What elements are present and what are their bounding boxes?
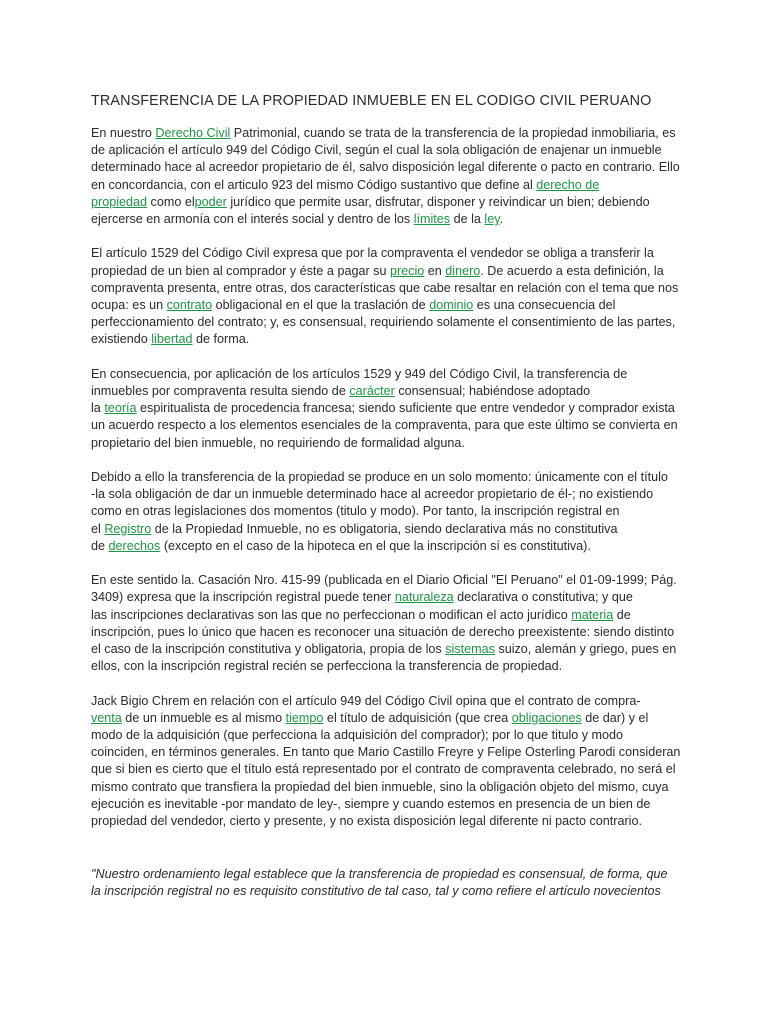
text-line (91, 383, 708, 400)
paragraph (91, 366, 708, 452)
text-run: el título de adquisición (que crea (323, 710, 512, 725)
quote-block (91, 866, 708, 900)
text-run: El artículo 1529 del Código Civil expresa que por la compraventa el vendedor se obliga a transferir la (91, 246, 654, 261)
inline-link[interactable]: materia (571, 607, 614, 622)
text-run: Patrimonial, cuando se trata de la transferencia de la propiedad inmobiliaria, es (230, 126, 676, 140)
text-run: existiendo (91, 332, 152, 347)
text-run: En este sentido la. Casación Nro. 415-99 (publicada en el Diario Oficial "El Peruano" el 01-09-1999; Pág. (91, 573, 677, 588)
text-line (91, 486, 708, 503)
text-run: . De acuerdo a esta definición, la (480, 263, 664, 278)
text-run: la (91, 401, 105, 416)
text-run: mismo contrato que transfiera la propiedad del bien inmueble, sino la obligación objeto del mismo, cuya (91, 779, 669, 794)
text-line (91, 727, 708, 744)
text-line (91, 417, 708, 434)
text-run: Jack Bigio Chrem en relación con el artículo 949 del Código Civil opina que el contrato de compra- (91, 693, 641, 708)
quote-line: "Nuestro ordenamiento legal establece que la transferencia de propiedad es consensual, de forma, que (91, 867, 668, 882)
text-line (91, 177, 708, 194)
inline-link[interactable]: precio (389, 263, 425, 278)
text-line (91, 607, 708, 624)
text-run: coinciden, en términos generales. En tanto que Mario Castillo Freyre y Felipe Osterling Parodi consideran (91, 745, 681, 760)
text-line (91, 710, 708, 727)
text-line (91, 366, 708, 383)
text-line (91, 314, 708, 331)
inline-link[interactable]: ley (484, 212, 500, 227)
inline-link[interactable]: Derecho Civil (155, 126, 231, 140)
text-run: declarativa o constitutiva; y que (453, 590, 633, 605)
inline-link[interactable]: venta (91, 710, 122, 725)
text-line (91, 693, 708, 710)
text-run: de aplicación el artículo 949 del Código Civil, según el cual la sola obligación de enajenar un inmueble (91, 143, 662, 158)
text-run: propietario del bien inmueble, no requiriendo de formalidad alguna. (91, 435, 465, 450)
text-run: En consecuencia, por aplicación de los artículos 1529 y 949 del Código Civil, la transferencia de (91, 366, 628, 381)
inline-link[interactable]: dominio (429, 298, 474, 313)
text-run: de dar) y el (581, 710, 649, 725)
text-run: que si bien es cierto que el título está representado por el contrato de compraventa celebrado, no será el (91, 762, 676, 777)
inline-link[interactable]: obligaciones (511, 710, 582, 725)
text-run: obligacional en el que la traslación de (212, 298, 430, 313)
text-line (91, 280, 708, 297)
paragraph (91, 245, 708, 348)
text-line (91, 297, 708, 314)
text-run: propiedad de un bien al comprador y éste a pagar su (91, 263, 390, 278)
text-run: En nuestro (91, 126, 156, 140)
text-line (91, 263, 708, 280)
inline-link[interactable]: libertad (151, 332, 193, 347)
inline-link[interactable]: carácter (349, 384, 395, 399)
text-run: un acuerdo respecto a los elementos esenciales de la compraventa, para que este último se convierta en (91, 418, 678, 433)
text-line (91, 400, 708, 417)
text-line (91, 142, 708, 159)
inline-link[interactable]: sistemas (445, 642, 495, 657)
text-run: inmuebles por compraventa resulta siendo de (91, 384, 350, 399)
text-line (91, 624, 708, 641)
text-run: el (91, 521, 105, 536)
text-run: es una consecuencia del (473, 298, 616, 313)
text-line (91, 159, 708, 176)
text-run: jurídico que permite usar, disfrutar, disponer y reivindicar un bien; debiendo (226, 194, 650, 209)
inline-link[interactable]: derecho de (536, 177, 600, 192)
text-line (91, 245, 708, 262)
text-line (91, 503, 708, 520)
text-run: como en otras legislaciones dos momentos (titulo y modo). Por tanto, la inscripción registral en (91, 504, 620, 519)
text-line (91, 658, 708, 675)
text-run: . (499, 212, 504, 227)
text-run: el caso de la inscripción constitutiva y obligatoria, propia de los (91, 642, 446, 657)
text-line (91, 125, 708, 142)
text-line (91, 779, 708, 796)
text-line (91, 761, 708, 778)
text-run: ocupa: es un (91, 298, 167, 313)
inline-link[interactable]: tiempo (285, 710, 324, 725)
text-run: de (613, 607, 631, 622)
quote-line: la inscripción registral no es requisito constitutivo de tal caso, tal y como refiere el artículo novecientos (91, 884, 661, 899)
document-title: TRANSFERENCIA DE LA PROPIEDAD INMUEBLE EN EL CODIGO CIVIL PERUANO (91, 93, 652, 109)
text-line (91, 641, 708, 658)
text-line (91, 469, 708, 486)
text-line (91, 521, 708, 538)
inline-link[interactable]: naturaleza (394, 590, 454, 605)
text-run: de (91, 538, 109, 553)
inline-link[interactable]: teoría (104, 401, 137, 416)
text-line (91, 813, 708, 830)
text-run: determinado hace al acreedor propietario de él, salvo disposición legal diferente o pacto en contrario. Ello (91, 160, 680, 175)
inline-link[interactable]: Registro (104, 521, 152, 536)
text-line (91, 744, 708, 761)
inline-link[interactable]: poder (194, 194, 227, 209)
paragraph (91, 693, 708, 831)
text-line (91, 331, 708, 348)
text-line (91, 435, 708, 452)
text-run: las inscripciones declarativas son las que no perfeccionan o modifican el acto jurídico (91, 607, 572, 622)
inline-link[interactable]: límites (413, 212, 451, 227)
text-run: en (424, 263, 446, 278)
text-run: consensual; habiéndose adoptado (394, 384, 591, 399)
paragraph (91, 469, 708, 555)
text-run: ellos, con la inscripción registral recién se perfecciona la transferencia de propiedad. (91, 659, 563, 674)
text-run: modo de la adquisición (que perfecciona la adquisición del comprador); por lo que titulo y modo (91, 728, 624, 743)
inline-link[interactable]: propiedad (91, 194, 148, 209)
text-run: como el (147, 194, 195, 209)
text-line (91, 796, 708, 813)
text-line (91, 194, 708, 211)
text-run: perfeccionamiento del contrato; y, es consensual, requiriendo solamente el consentimiento de las partes, (91, 315, 676, 330)
document-body (91, 125, 708, 830)
text-run: (excepto en el caso de la hipoteca en el que la inscripción sí es constitutiva). (160, 538, 591, 553)
text-run: de un inmueble es al mismo (121, 710, 286, 725)
text-run: espiritualista de procedencia francesa; siendo suficiente que entre vendedor y comprador exista (136, 401, 675, 416)
inline-link[interactable]: derechos (108, 538, 161, 553)
text-run: 3409) expresa que la inscripción registral puede tener (91, 590, 395, 605)
text-line (91, 589, 708, 606)
text-run: de la (450, 212, 485, 227)
text-line (91, 211, 708, 228)
text-run: suizo, alemán y griego, pues en (494, 642, 677, 657)
text-run: de la Propiedad Inmueble, no es obligatoria, siendo declarativa más no constitutiva (151, 521, 618, 536)
text-run: inscripción, pues lo único que hacen es reconocer una situación de derecho preexistente: siendo distinto (91, 624, 675, 639)
paragraph (91, 125, 708, 228)
text-run: de forma. (192, 332, 250, 347)
text-line (91, 538, 708, 555)
text-run: ejecución es inevitable -por mandato de ley-, siempre y cuando estemos en presencia de un bien de (91, 796, 651, 811)
text-run: propiedad del vendedor, cierto y presente, y no exista disposición legal diferente ni pacto contrario. (91, 814, 642, 829)
text-run: Debido a ello la transferencia de la propiedad se produce en un solo momento: únicamente con el título (91, 470, 668, 485)
inline-link[interactable]: contrato (166, 298, 213, 313)
inline-link[interactable]: dinero (445, 263, 481, 278)
text-run: compraventa presenta, entre otras, dos características que cabe resaltar en relación con el tema que nos (91, 280, 679, 295)
text-run: -la sola obligación de dar un inmueble determinado hace al acreedor propietario de él-; no existiendo (91, 487, 654, 502)
text-run: en concordancia, con el articulo 923 del mismo Código sustantivo que define al (91, 177, 537, 192)
text-line (91, 572, 708, 589)
paragraph (91, 572, 708, 675)
text-run: ejercerse en armonía con el interés social y dentro de los (91, 212, 414, 227)
